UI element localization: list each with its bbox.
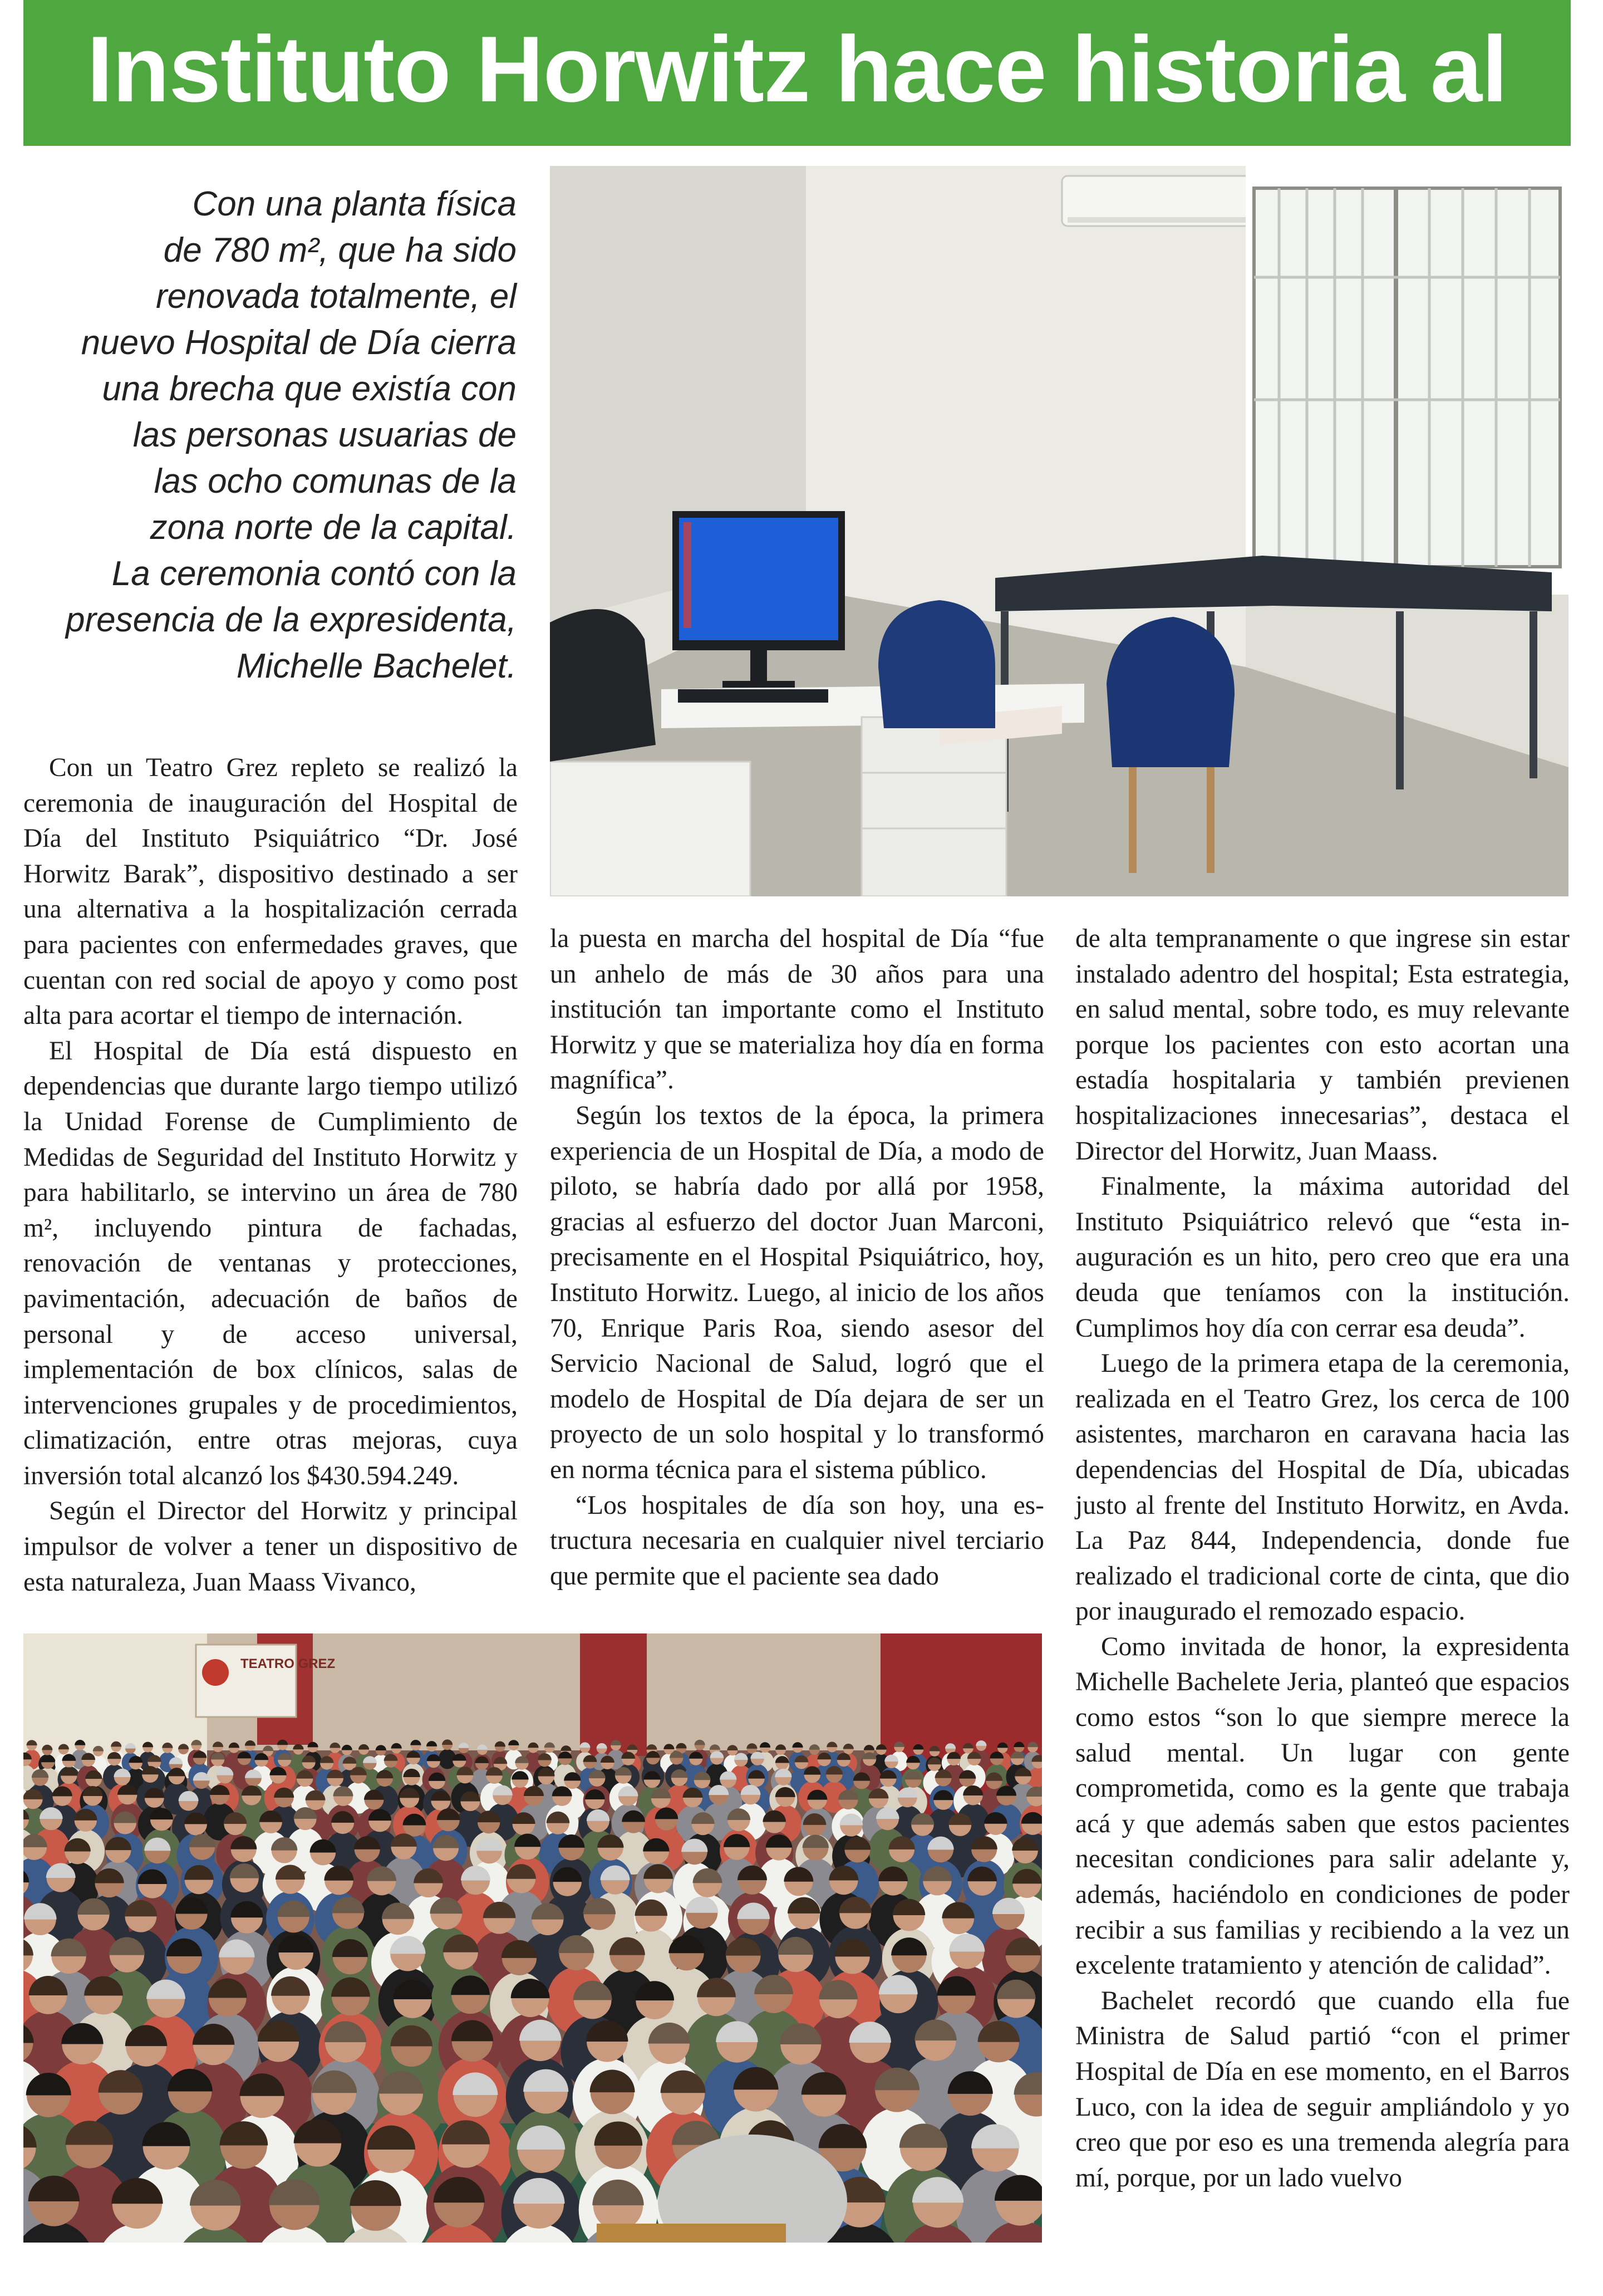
crowd-banner-text: TEATRO GREZ [240,1656,336,1671]
article-paragraph: la puesta en marcha del hospital de Día “fue un anhelo de más de 30 años para una institución tan importante como el Instituto Horwitz y que se materializa hoy día en forma magnífica”. [550,924,1044,1095]
article-paragraph: Como invitada de honor, la expresidenta Michelle Bachelete Jeria, planteó que espacios como estos “son lo que siempre merece la salud mental. Un lugar con gente comprometida, como es la gente que trabaja acá y que además saben que estos pacientes necesitan condiciones para salir adelante y, además, haciéndolo en condiciones de poder recibir a sus familias y recibiendo a la vez un excelente tratamiento y atención de calidad”. [1075,1632,1570,1980]
lead-line: renovada totalmente, el [156,277,517,316]
lead-line: Con una planta física [192,185,517,223]
article-column-1 [23,750,518,1600]
lead-line: zona norte de la capital. [150,508,517,547]
lead-line: las personas usuarias de [132,416,517,454]
clinic-room-photo [550,166,1568,896]
lead-line: presencia de la expresidenta, [66,601,517,639]
article-paragraph: Con un Teatro Grez repleto se realizó la ceremonia de inauguración del Hospital de Día del Instituto Psiquiátrico “Dr. José Horwitz Barak”, dispositivo destinado a ser una alternativa a la hospitalización cerrada para pacientes con enfermedades graves, que cuentan con red social de apoyo y como post alta para acortar el tiempo de internación. [23,753,518,1031]
article-paragraph: de alta tempranamente o que ingrese sin estar instalado adentro del hospital; Esta estrategia, en salud mental, sobre todo, es muy relevante porque los pacientes con esto acortan una estadía hospitalaria y también previenen hospitalizaciones innecesarias”, destaca el Director del Horwitz, Juan Maass. [1075,924,1570,1166]
lead-line: Michelle Bachelet. [236,647,517,685]
article-paragraph: Bachelet recordó que cuando ella fue Ministra de Salud partió “con el primer Hospital de Día en ese momento, en el Barros Luco, con la idea de seguir ampliándolo y yo creo que por eso es una tremenda alegría para mí, porque, por un lado vuelvo [1075,1986,1570,2192]
article-paragraph: El Hospital de Día está dispuesto en dependencias que durante largo tiempo utilizó la Unidad Forense de Cumplimiento de Medidas de Seguridad del Instituto Horwitz y para habilitarlo, se intervino un área de 780 m², incluyendo pintura de fachadas, renovación de ventanas y protecciones, pavimentación, adecuación de baños de personal y de acceso universal, implementación de box clínicos, salas de intervenciones grupales y de procedimientos, climatización, entre otras mejoras, cuya inversión total alcanzó los $430.594.249. [23,1036,518,1490]
article-paragraph: “Los hospitales de día son hoy, una estructura necesaria en cualquier nivel terciаrio que permite que el paciente sea dado [550,1490,1044,1591]
lead-line: La ceremonia contó con la [111,555,517,593]
lead-line: las ocho comunas de la [154,462,517,501]
lead-line: nuevo Hospital de Día cierra [81,323,517,362]
article-paragraph: Según los textos de la época, la primera experiencia de un Hospital de Día, a modo de piloto, se habría dado por allá por 1958, gracias al esfuerzo del doctor Juan Marconi, precisamente en el Hospital Psiquiátrico, hoy, Instituto Horwitz. Luego, al inicio de los años 70, Enrique Paris Roa, siendo asesor del Servicio Nacional de Salud, logró que el modelo de Hospital de Día dejara de ser un proyecto de un solo hospital y lo transformó en norma técnica para el sistema público. [550,1101,1044,1484]
article-column-2 [550,921,1044,1594]
article-column-3 [1075,921,1570,2196]
lead-line: de 780 m², que ha sido [163,231,517,269]
ceremony-audience-photo [23,1633,1042,2243]
article-paragraph: Luego de la primera etapa de la ceremonia, realizada en el Teatro Grez, los cerca de 100 asistentes, marcharon en caravana hacia las dependencias del Hospital de Día, ubicadas justo al frente del Instituto Horwitz, en Avda. La Paz 844, Independencia, donde fue realizado el tradicional corte de cinta, que dio por inaugurado el remozado espacio. [1075,1349,1570,1626]
lead-paragraph [23,181,517,689]
lead-line: una brecha que existía con [102,370,517,408]
page-title: Instituto Horwitz hace historia al [87,17,1507,121]
article-paragraph: Según el Director del Horwitz y principal impulsor de volver a tener un dispositivo de esta naturaleza, Juan Maass Vivanco, [23,1497,518,1597]
title-banner [23,0,1571,146]
article-paragraph: Finalmente, la máxima autoridad del Instituto Psiquiátrico relevó que “esta inauguración es un hito, pero creo que era una deuda que teníamos con la institución. Cumplimos hoy día con cerrar esa deuda”. [1075,1172,1570,1343]
